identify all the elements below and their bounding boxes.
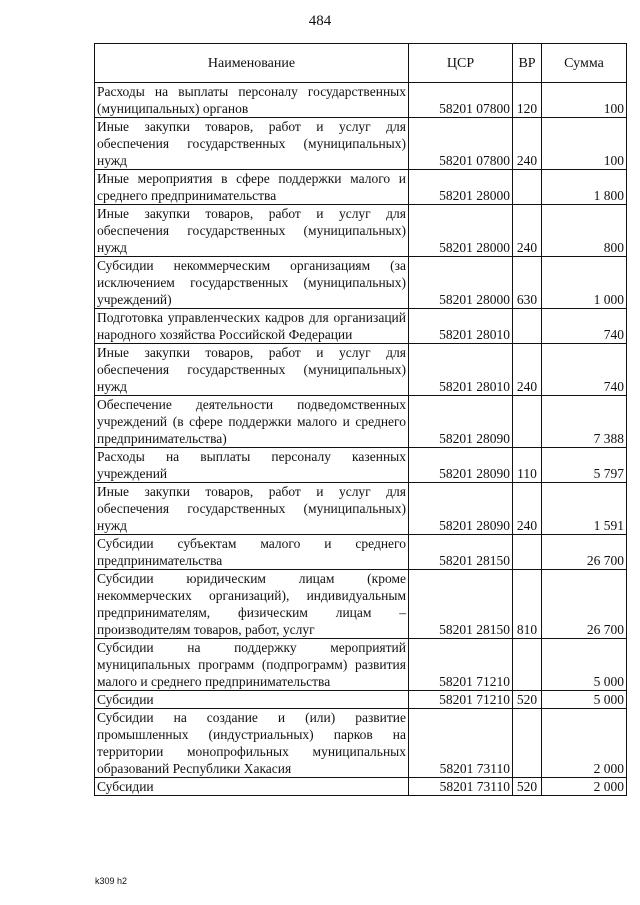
row-vr: 520 <box>513 778 542 796</box>
row-name: Субсидии юридическим лицам (кроме некоммерческих организаций), индивидуальным предпринимателям, физическим лицам – производителям товаров, работ, услуг <box>95 570 409 639</box>
table-row <box>95 639 627 691</box>
row-sum: 1 591 <box>542 483 627 535</box>
row-sum: 7 388 <box>542 396 627 448</box>
table-row <box>95 778 627 796</box>
row-name: Подготовка управленческих кадров для организаций народного хозяйства Российской Федерации <box>95 309 409 344</box>
row-vr <box>513 170 542 205</box>
row-csr: 58201 28000 <box>409 257 513 309</box>
row-vr: 110 <box>513 448 542 483</box>
row-name: Обеспечение деятельности подведомственных учреждений (в сфере поддержки малого и среднего предпринимательства) <box>95 396 409 448</box>
row-sum: 100 <box>542 83 627 118</box>
row-vr: 120 <box>513 83 542 118</box>
table-row <box>95 483 627 535</box>
row-vr: 240 <box>513 118 542 170</box>
row-vr: 520 <box>513 691 542 709</box>
row-csr: 58201 07800 <box>409 83 513 118</box>
row-name: Расходы на выплаты персоналу казенных учреждений <box>95 448 409 483</box>
header-name: Наименование <box>95 44 409 83</box>
row-csr: 58201 28000 <box>409 205 513 257</box>
row-csr: 58201 28000 <box>409 170 513 205</box>
table-row <box>95 570 627 639</box>
row-csr: 58201 28090 <box>409 396 513 448</box>
row-name: Иные мероприятия в сфере поддержки малого и среднего предпринимательства <box>95 170 409 205</box>
table-row <box>95 709 627 778</box>
table-row <box>95 535 627 570</box>
row-csr: 58201 71210 <box>409 639 513 691</box>
row-vr <box>513 309 542 344</box>
row-name: Расходы на выплаты персоналу государственных (муниципальных) органов <box>95 83 409 118</box>
header-sum: Сумма <box>542 44 627 83</box>
row-sum: 100 <box>542 118 627 170</box>
row-csr: 58201 28150 <box>409 570 513 639</box>
table-row <box>95 691 627 709</box>
row-sum: 740 <box>542 344 627 396</box>
row-name: Субсидии некоммерческим организациям (за исключением государственных (муниципальных) учреждений) <box>95 257 409 309</box>
table-row <box>95 344 627 396</box>
row-vr <box>513 709 542 778</box>
row-name: Иные закупки товаров, работ и услуг для обеспечения государственных (муниципальных) нужд <box>95 483 409 535</box>
row-name: Субсидии на создание и (или) развитие промышленных (индустриальных) парков на территории монопрофильных муниципальных образований Республики Хакасия <box>95 709 409 778</box>
row-vr: 810 <box>513 570 542 639</box>
table-row <box>95 170 627 205</box>
table-row <box>95 257 627 309</box>
row-csr: 58201 28010 <box>409 344 513 396</box>
row-name: Иные закупки товаров, работ и услуг для обеспечения государственных (муниципальных) нужд <box>95 205 409 257</box>
row-csr: 58201 73110 <box>409 709 513 778</box>
row-vr: 240 <box>513 344 542 396</box>
row-name: Субсидии <box>95 691 409 709</box>
row-sum: 1 000 <box>542 257 627 309</box>
row-csr: 58201 71210 <box>409 691 513 709</box>
page-number: 484 <box>308 13 332 29</box>
row-sum: 26 700 <box>542 535 627 570</box>
header-row <box>95 44 627 83</box>
row-sum: 5 000 <box>542 639 627 691</box>
row-name: Субсидии субъектам малого и среднего предпринимательства <box>95 535 409 570</box>
row-csr: 58201 73110 <box>409 778 513 796</box>
row-csr: 58201 28010 <box>409 309 513 344</box>
row-vr <box>513 396 542 448</box>
row-csr: 58201 28150 <box>409 535 513 570</box>
row-vr: 630 <box>513 257 542 309</box>
table-row <box>95 309 627 344</box>
table-row <box>95 118 627 170</box>
row-sum: 800 <box>542 205 627 257</box>
row-vr: 240 <box>513 205 542 257</box>
row-csr: 58201 28090 <box>409 448 513 483</box>
row-csr: 58201 28090 <box>409 483 513 535</box>
row-sum: 26 700 <box>542 570 627 639</box>
budget-table <box>94 43 627 796</box>
header-csr: ЦСР <box>409 44 513 83</box>
row-sum: 5 000 <box>542 691 627 709</box>
row-sum: 1 800 <box>542 170 627 205</box>
row-name: Иные закупки товаров, работ и услуг для обеспечения государственных (муниципальных) нужд <box>95 118 409 170</box>
row-vr: 240 <box>513 483 542 535</box>
row-name: Иные закупки товаров, работ и услуг для обеспечения государственных (муниципальных) нужд <box>95 344 409 396</box>
row-sum: 2 000 <box>542 778 627 796</box>
row-vr <box>513 639 542 691</box>
row-sum: 2 000 <box>542 709 627 778</box>
table-row <box>95 396 627 448</box>
row-name: Субсидии на поддержку мероприятий муниципальных программ (подпрограмм) развития малого и среднего предпринимательства <box>95 639 409 691</box>
footer-code: k309 h2 <box>95 876 128 886</box>
table-row <box>95 205 627 257</box>
header-vr: ВР <box>513 44 542 83</box>
table-row <box>95 448 627 483</box>
row-name: Субсидии <box>95 778 409 796</box>
row-sum: 740 <box>542 309 627 344</box>
row-csr: 58201 07800 <box>409 118 513 170</box>
row-sum: 5 797 <box>542 448 627 483</box>
table-row <box>95 83 627 118</box>
row-vr <box>513 535 542 570</box>
